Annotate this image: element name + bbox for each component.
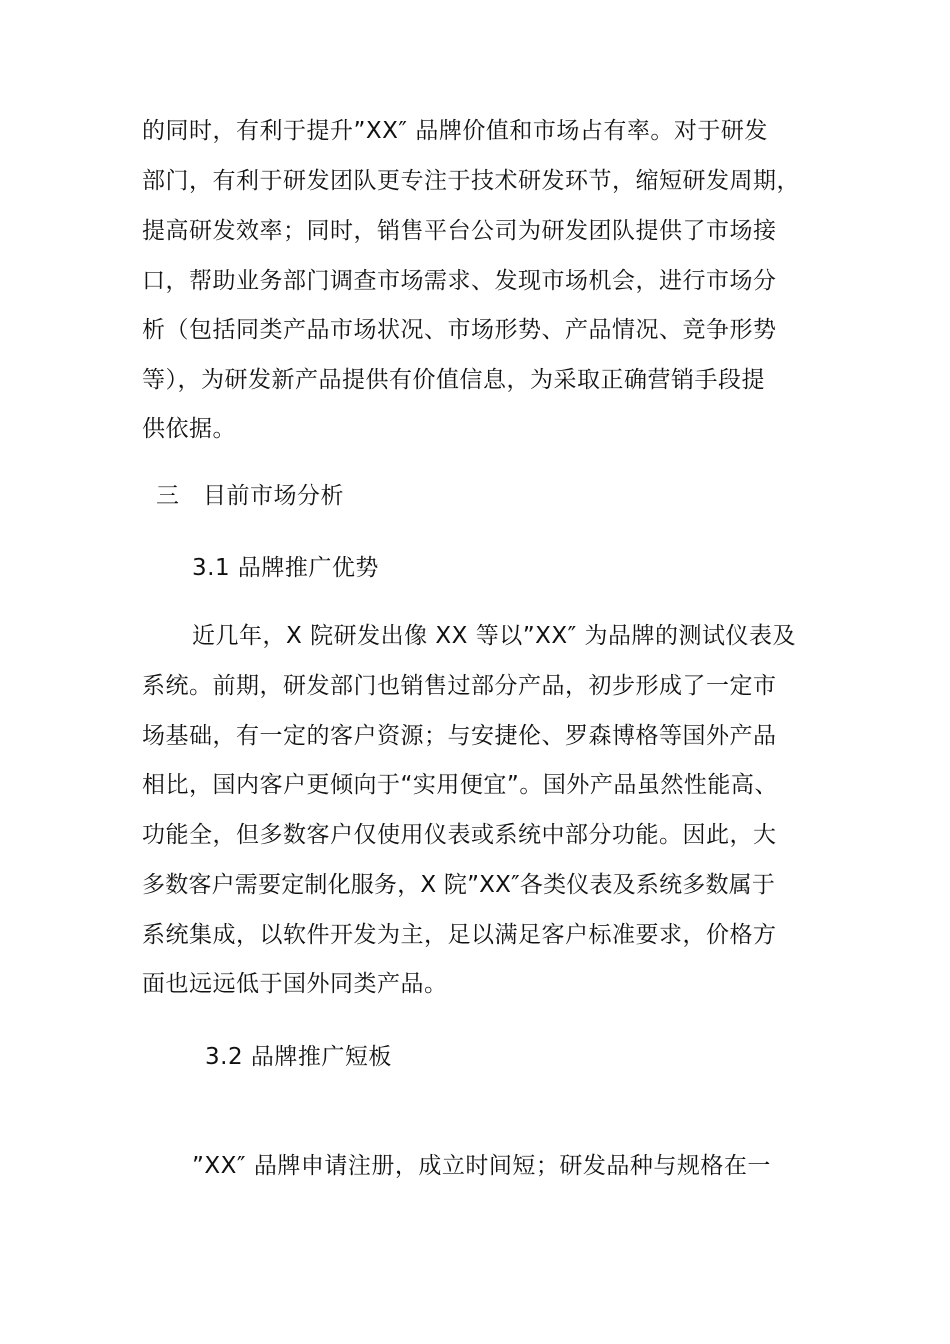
paragraph-1-line-4: 口，帮助业务部门调查市场需求、发现市场机会，进行市场分: [142, 268, 777, 294]
section-3-1-line-6: 多数客户需要定制化服务，X 院”XX″各类仪表及系统多数属于: [142, 872, 776, 898]
paragraph-1-line-3: 提高研发效率；同时，销售平台公司为研发团队提供了市场接: [142, 218, 777, 244]
paragraph-1-line-2: 部门，有利于研发团队更专注于技术研发环节，缩短研发周期，: [142, 168, 800, 194]
paragraph-1-line-6: 等），为研发新产品提供有价值信息，为采取正确营销手段提: [142, 367, 765, 393]
section-3-1-line-1: 近几年，X 院研发出像 XX 等以”XX″ 为品牌的测试仪表及: [192, 623, 797, 649]
section-3-1-line-2: 系统。前期，研发部门也销售过部分产品，初步形成了一定市: [142, 673, 777, 699]
paragraph-1-line-5: 析（包括同类产品市场状况、市场形势、产品情况、竞争形势: [142, 317, 777, 343]
section-3-2-heading: 3.2 品牌推广短板: [205, 1044, 392, 1070]
section-3-2-line-1: ”XX″ 品牌申请注册，成立时间短；研发品种与规格在一: [192, 1153, 771, 1179]
section-3-1-line-5: 功能全，但多数客户仅使用仪表或系统中部分功能。因此，大: [142, 822, 777, 848]
section-3-1-line-8: 面也远远低于国外同类产品。: [142, 971, 448, 997]
paragraph-1-line-1: 的同时，有利于提升”XX″ 品牌价值和市场占有率。对于研发: [142, 118, 768, 144]
paragraph-1-line-7: 供依据。: [142, 416, 236, 442]
section-3-1-line-7: 系统集成，以软件开发为主，足以满足客户标准要求，价格方: [142, 922, 777, 948]
section-3-1-line-4: 相比，国内客户更倾向于“实用便宜”。国外产品虽然性能高、: [142, 772, 778, 798]
section-3-heading: 三 目前市场分析: [156, 483, 344, 509]
section-3-1-line-3: 场基础，有一定的客户资源；与安捷伦、罗森博格等国外产品: [142, 723, 777, 749]
section-3-1-heading: 3.1 品牌推广优势: [192, 555, 379, 581]
